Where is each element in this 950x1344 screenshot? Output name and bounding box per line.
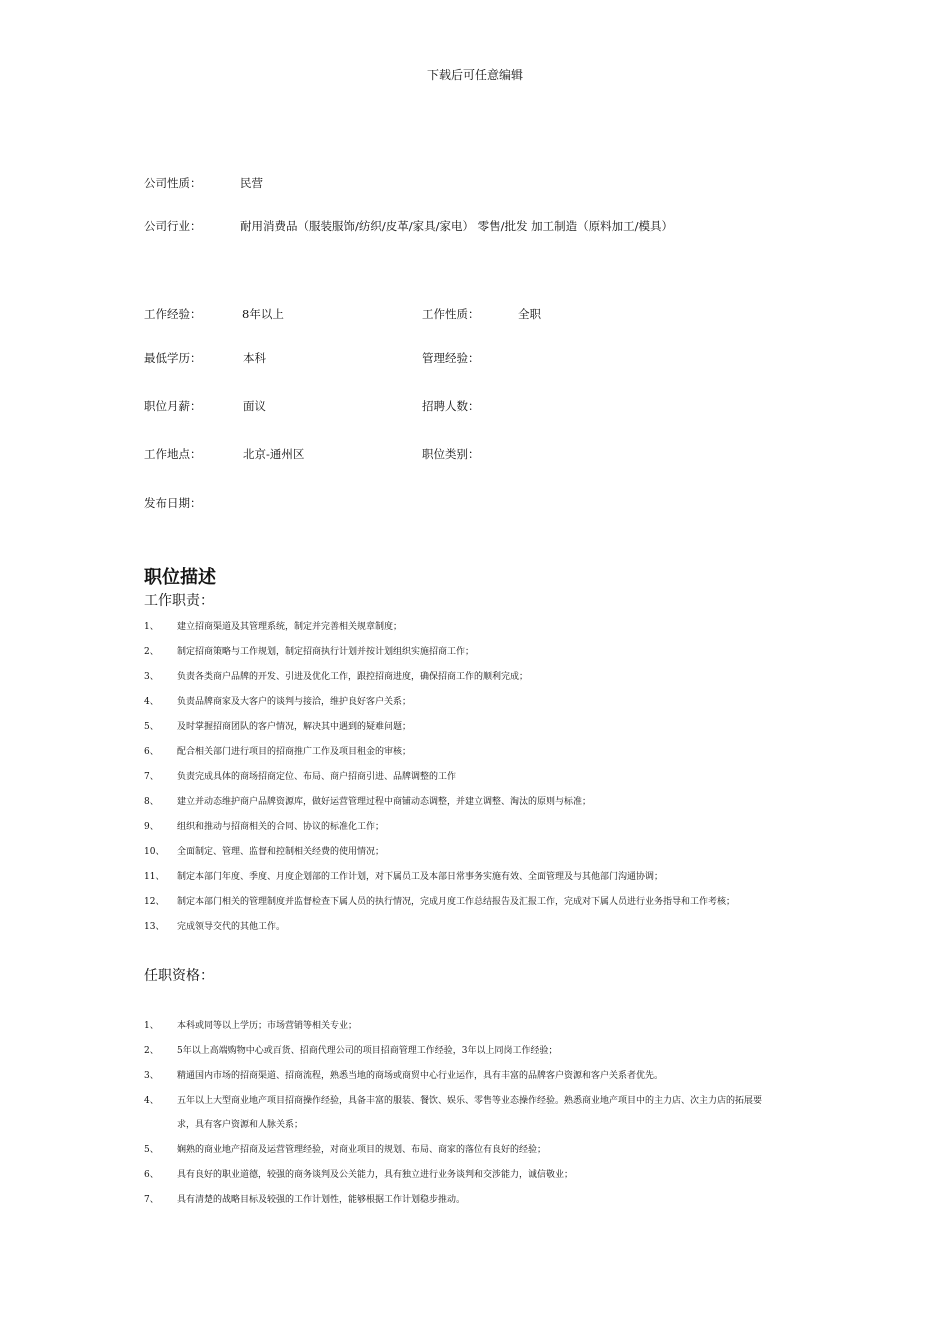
item-text: 及时掌握招商团队的客户情况，解决其中遇到的疑难问题； [177,722,412,732]
list-item [0,744,950,758]
list-item [0,1093,950,1107]
list-item [0,1043,950,1057]
list-item [0,819,950,833]
item-number: 2、 [144,647,159,657]
job-type-label: 工作性质： [422,307,480,321]
item-number: 8、 [144,797,159,807]
item-text: 具有良好的职业道德，较强的商务谈判及公关能力，具有独立进行业务谈判和交涉能力，诚信敬业； [177,1170,574,1180]
list-item [0,1167,950,1181]
item-number: 1、 [144,622,159,632]
list-item [0,619,950,633]
item-number: 10、 [144,847,165,857]
experience-label: 工作经验： [144,307,202,321]
list-item [0,1018,950,1032]
item-number: 6、 [144,1170,159,1180]
duties-title: 工作职责： [144,593,214,609]
list-item [0,644,950,658]
item-number: 12、 [144,897,165,907]
item-text: 制定本部门年度、季度、月度企划部的工作计划，对下属员工及本部日常事务实施有效、全面管理及与其他部门沟通协调； [177,872,664,882]
item-text: 全面制定、管理、监督和控制相关经费的使用情况； [177,847,385,857]
item-number: 6、 [144,747,159,757]
company-industry-value: 耐用消费品（服装服饰/纺织/皮革/家具/家电） 零售/批发 加工制造（原料加工/模具） [240,219,674,233]
section-title-job-description: 职位描述 [144,567,216,588]
experience-value: 8年以上 [242,307,284,321]
list-item [0,769,950,783]
job-type-value: 全职 [518,307,541,321]
item-text: 具有清楚的战略目标及较强的工作计划性，能够根据工作计划稳步推动。 [177,1195,466,1205]
item-text: 制定招商策略与工作规划，制定招商执行计划并按计划组织实施招商工作； [177,647,475,657]
item-number: 7、 [144,772,159,782]
company-nature-label: 公司性质： [144,176,202,190]
company-nature-value: 民营 [240,176,263,190]
item-text: 完成领导交代的其他工作。 [177,922,286,932]
list-item [0,669,950,683]
item-number: 5、 [144,722,159,732]
item-text: 建立招商渠道及其管理系统，制定并完善相关规章制度； [177,622,403,632]
location-value: 北京-通州区 [243,447,305,461]
item-text: 本科或同等以上学历；市场营销等相关专业； [177,1021,358,1031]
education-label: 最低学历： [144,351,202,365]
list-item [0,869,950,883]
list-item [0,1192,950,1206]
item-text: 配合相关部门进行项目的招商推广工作及项目租金的审核； [177,747,412,757]
list-item [0,694,950,708]
publish-date-label: 发布日期： [144,496,202,510]
item-text: 五年以上大型商业地产项目招商操作经验，具备丰富的服装、餐饮、娱乐、零售等业态操作经验。熟悉商业地产项目中的主力店、次主力店的拓展要 [177,1096,763,1106]
location-label: 工作地点： [144,447,202,461]
item-number: 5、 [144,1145,159,1155]
item-text: 制定本部门相关的管理制度并监督检查下属人员的执行情况，完成月度工作总结报告及汇报工作，完成对下属人员进行业务指导和工作考核； [177,897,736,907]
headcount-label: 招聘人数： [422,399,480,413]
item-number: 4、 [144,697,159,707]
list-item-continuation [0,1117,950,1131]
item-number: 3、 [144,1071,159,1081]
item-text: 精通国内市场的招商渠道、招商流程，熟悉当地的商场或商贸中心行业运作，具有丰富的品牌客户资源和客户关系者优先。 [177,1071,664,1081]
item-text: 求，具有客户资源和人脉关系； [177,1120,304,1130]
item-number: 11、 [144,872,165,882]
item-text: 负责品牌商家及大客户的谈判与接洽，维护良好客户关系； [177,697,412,707]
management-experience-label: 管理经验： [422,351,480,365]
list-item [0,844,950,858]
item-number: 9、 [144,822,159,832]
item-text: 娴熟的商业地产招商及运营管理经验，对商业项目的规划、布局、商家的落位有良好的经验； [177,1145,547,1155]
job-category-label: 职位类别： [422,447,480,461]
company-industry-label: 公司行业： [144,219,202,233]
education-value: 本科 [243,351,266,365]
item-text: 负责完成具体的商场招商定位、布局、商户招商引进、品牌调整的工作 [177,772,457,782]
item-text: 负责各类商户品牌的开发、引进及优化工作，跟控招商进度，确保招商工作的顺利完成； [177,672,529,682]
item-number: 13、 [144,922,165,932]
item-number: 2、 [144,1046,159,1056]
item-text: 组织和推动与招商相关的合同、协议的标准化工作； [177,822,385,832]
item-number: 4、 [144,1096,159,1106]
list-item [0,794,950,808]
list-item [0,719,950,733]
salary-value: 面议 [243,399,266,413]
page-header: 下载后可任意编辑 [426,68,523,82]
item-number: 7、 [144,1195,159,1205]
qualifications-title: 任职资格： [144,968,214,984]
item-number: 1、 [144,1021,159,1031]
item-number: 3、 [144,672,159,682]
list-item [0,1142,950,1156]
list-item [0,919,950,933]
item-text: 5年以上高端购物中心或百货、招商代理公司的项目招商管理工作经验，3年以上同岗工作经验； [177,1046,558,1056]
salary-label: 职位月薪： [144,399,202,413]
list-item [0,894,950,908]
item-text: 建立并动态维护商户品牌资源库，做好运营管理过程中商铺动态调整，并建立调整、淘汰的原则与标准； [177,797,592,807]
list-item [0,1068,950,1082]
